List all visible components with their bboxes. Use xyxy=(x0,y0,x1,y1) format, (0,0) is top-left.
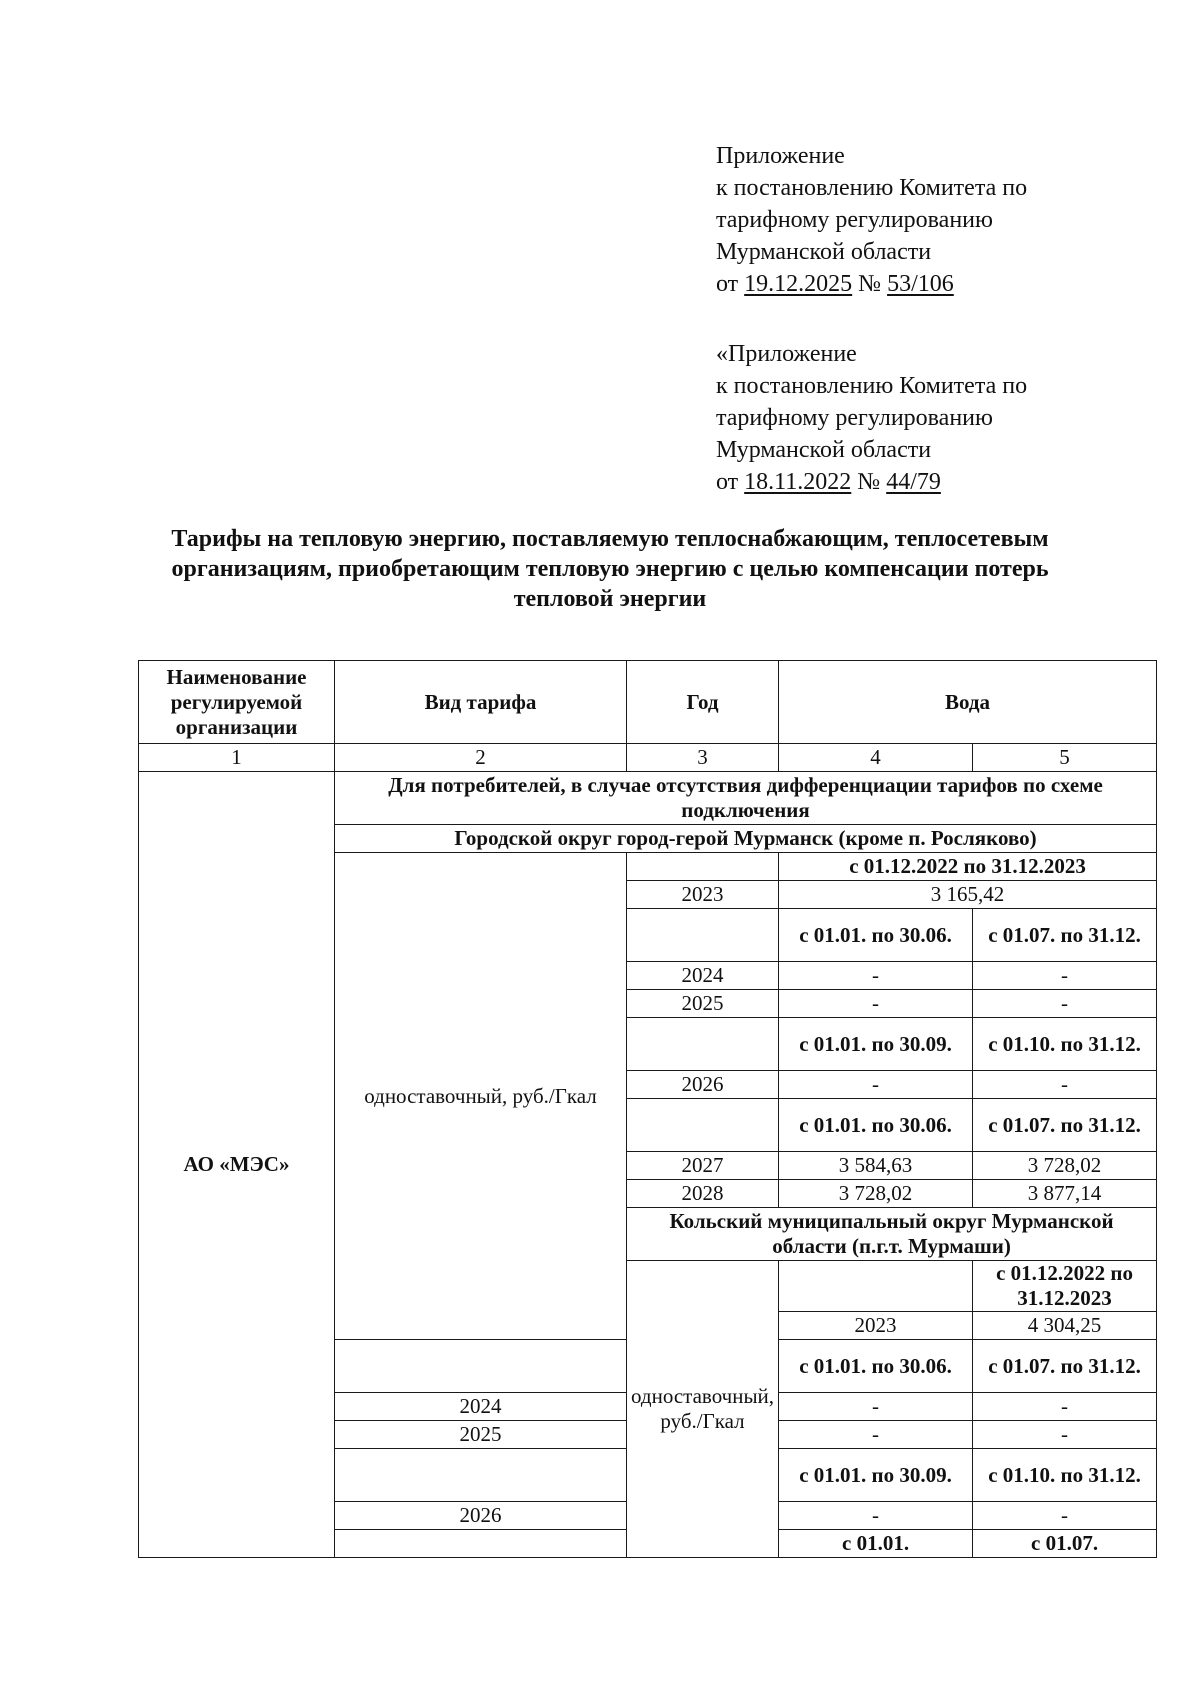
table-row xyxy=(139,772,1157,825)
district-name: Городской округ город-герой Мурманск (кроме п. Росляково) xyxy=(335,825,1157,853)
header-year: Год xyxy=(627,661,779,744)
tariff-value: - xyxy=(779,1502,973,1530)
resolution-number: 53/106 xyxy=(887,271,954,297)
tariff-value: 3 165,42 xyxy=(779,881,1157,909)
column-number: 2 xyxy=(335,744,627,772)
year-cell: 2024 xyxy=(335,1393,627,1421)
half-period-cell: с 01.01. по 30.09. xyxy=(779,1449,973,1502)
year-cell xyxy=(335,1449,627,1502)
half-period-cell: с 01.07. xyxy=(973,1530,1157,1558)
year-cell xyxy=(627,853,779,881)
year-cell xyxy=(627,909,779,962)
year-cell: 2025 xyxy=(335,1421,627,1449)
tariff-value: - xyxy=(779,1393,973,1421)
tariff-value: - xyxy=(973,1502,1157,1530)
year-cell xyxy=(627,1099,779,1152)
number-label: № xyxy=(857,469,881,495)
number-label: № xyxy=(858,271,882,297)
year-cell xyxy=(335,1340,627,1393)
document-title: Тарифы на тепловую энергию, поставляемую теплоснабжающим, теплосетевым организациям, приобретающим тепловую энергию с целью компенсации потерь тепловой энергии xyxy=(171,526,1049,612)
tariff-value: - xyxy=(779,1421,973,1449)
appendix-line: «Приложение xyxy=(716,341,857,367)
appendix-date-line xyxy=(716,268,1027,300)
appendix-line: тарифному регулированию xyxy=(716,207,993,233)
year-cell: 2027 xyxy=(627,1152,779,1180)
tariff-value: - xyxy=(779,990,973,1018)
tariff-value: - xyxy=(779,1071,973,1099)
year-cell xyxy=(627,1018,779,1071)
appendix-line: Мурманской области xyxy=(716,437,932,463)
year-cell: 2028 xyxy=(627,1180,779,1208)
district-name: Кольский муниципальный округ Мурманской области (п.г.т. Мурмаши) xyxy=(627,1208,1157,1261)
half-period-cell: с 01.07. по 31.12. xyxy=(973,909,1157,962)
tariff-type-cell: одноставочный, руб./Гкал xyxy=(627,1261,779,1558)
half-period-cell: с 01.01. по 30.06. xyxy=(779,909,973,962)
tariff-value: 3 877,14 xyxy=(973,1180,1157,1208)
appendix-block-current xyxy=(716,140,1027,300)
appendix-line: к постановлению Комитета по xyxy=(716,373,1028,399)
appendix-date-line xyxy=(716,466,1027,498)
appendix-block-original xyxy=(716,338,1027,498)
appendix-line: Мурманской области xyxy=(716,239,932,265)
header-tariff-type: Вид тарифа xyxy=(335,661,627,744)
tariff-value: - xyxy=(973,1421,1157,1449)
column-number: 5 xyxy=(973,744,1157,772)
year-cell: 2025 xyxy=(627,990,779,1018)
half-period-cell: с 01.07. по 31.12. xyxy=(973,1099,1157,1152)
period-cell: с 01.12.2022 по 31.12.2023 xyxy=(779,853,1157,881)
from-label: от xyxy=(716,271,739,297)
header-water: Вода xyxy=(779,661,1157,744)
year-cell: 2026 xyxy=(335,1502,627,1530)
section-heading: Для потребителей, в случае отсутствия дифференциации тарифов по схеме подключения xyxy=(335,772,1157,825)
tariff-value: - xyxy=(973,990,1157,1018)
tariff-value: 4 304,25 xyxy=(973,1312,1157,1340)
half-period-cell: с 01.07. по 31.12. xyxy=(973,1340,1157,1393)
tariff-value: - xyxy=(779,962,973,990)
half-period-cell: с 01.10. по 31.12. xyxy=(973,1018,1157,1071)
tariff-table xyxy=(138,660,1157,1558)
header-org: Наименование регулируемой организации xyxy=(139,661,335,744)
half-period-cell: с 01.10. по 31.12. xyxy=(973,1449,1157,1502)
column-number: 4 xyxy=(779,744,973,772)
tariff-value: - xyxy=(973,962,1157,990)
year-cell: 2023 xyxy=(779,1312,973,1340)
half-period-cell: с 01.01. по 30.06. xyxy=(779,1340,973,1393)
column-number-row xyxy=(139,744,1157,772)
tariff-value: 3 584,63 xyxy=(779,1152,973,1180)
tariff-value: 3 728,02 xyxy=(973,1152,1157,1180)
year-cell xyxy=(335,1530,627,1558)
period-cell: с 01.12.2022 по 31.12.2023 xyxy=(973,1261,1157,1312)
appendix-line: тарифному регулированию xyxy=(716,405,993,431)
half-period-cell: с 01.01. по 30.06. xyxy=(779,1099,973,1152)
year-cell: 2023 xyxy=(627,881,779,909)
year-cell: 2024 xyxy=(627,962,779,990)
year-cell xyxy=(779,1261,973,1312)
resolution-number: 44/79 xyxy=(886,469,941,495)
column-number: 3 xyxy=(627,744,779,772)
table-header-row xyxy=(139,661,1157,744)
appendix-line: к постановлению Комитета по xyxy=(716,175,1028,201)
tariff-type-cell: одноставочный, руб./Гкал xyxy=(335,853,627,1340)
organization-name: АО «МЭС» xyxy=(139,772,335,1558)
resolution-date: 19.12.2025 xyxy=(744,271,853,297)
tariff-value: 3 728,02 xyxy=(779,1180,973,1208)
tariff-value: - xyxy=(973,1393,1157,1421)
half-period-cell: с 01.01. xyxy=(779,1530,973,1558)
from-label: от xyxy=(716,469,739,495)
half-period-cell: с 01.01. по 30.09. xyxy=(779,1018,973,1071)
appendix-line: Приложение xyxy=(716,143,845,169)
tariff-value: - xyxy=(973,1071,1157,1099)
column-number: 1 xyxy=(139,744,335,772)
resolution-date: 18.11.2022 xyxy=(744,469,852,495)
year-cell: 2026 xyxy=(627,1071,779,1099)
